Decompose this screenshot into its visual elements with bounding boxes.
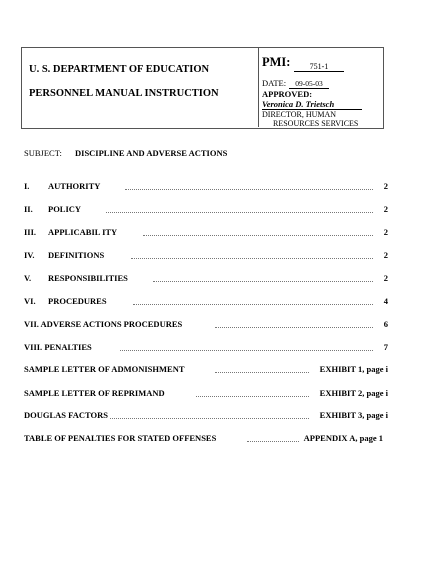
toc-number: II. <box>24 204 33 214</box>
toc-number: VII. <box>24 319 39 329</box>
toc-number: VI. <box>24 296 36 306</box>
date-label: DATE: <box>262 78 287 88</box>
approved-label: APPROVED: <box>262 89 313 99</box>
exhibit-title: DOUGLAS FACTORS <box>24 410 108 420</box>
toc-title: DEFINITIONS <box>48 250 105 260</box>
toc-leader <box>143 235 373 236</box>
exhibit-ref: EXHIBIT 1, page i <box>319 364 388 374</box>
exhibit-entry[interactable] <box>24 388 165 398</box>
toc-leader <box>131 258 373 259</box>
pmi-value: 751-1 <box>294 62 344 72</box>
exhibit-ref: APPENDIX A, page 1 <box>303 433 383 443</box>
exhibit-leader <box>110 418 309 419</box>
toc-page: 4 <box>383 296 388 306</box>
toc-page: 2 <box>383 204 388 214</box>
toc-number: I. <box>24 181 30 191</box>
document-type: PERSONNEL MANUAL INSTRUCTION <box>29 88 219 99</box>
toc-page: 7 <box>383 342 388 352</box>
toc-page: 2 <box>383 227 388 237</box>
exhibit-title: SAMPLE LETTER OF ADMONISHMENT <box>24 364 185 374</box>
exhibit-entry[interactable] <box>24 364 185 374</box>
toc-leader <box>153 281 373 282</box>
toc-title: ADVERSE ACTIONS PROCEDURES <box>40 319 183 329</box>
toc-page: 2 <box>383 273 388 283</box>
toc-entry[interactable] <box>24 319 182 329</box>
exhibit-leader <box>196 396 309 397</box>
toc-title: PENALTIES <box>44 342 92 352</box>
subject-value: DISCIPLINE AND ADVERSE ACTIONS <box>75 148 228 158</box>
organization-title: U. S. DEPARTMENT OF EDUCATION <box>29 64 210 75</box>
exhibit-ref: EXHIBIT 3, page i <box>319 410 388 420</box>
toc-page: 2 <box>383 181 388 191</box>
toc-leader <box>106 212 373 213</box>
exhibit-entry[interactable] <box>24 410 108 420</box>
exhibit-leader <box>215 372 309 373</box>
exhibit-title: SAMPLE LETTER OF REPRIMAND <box>24 388 165 398</box>
subject-label: SUBJECT: <box>24 148 62 158</box>
toc-title: RESPONSIBILITIES <box>48 273 128 283</box>
toc-title: POLICY <box>48 204 82 214</box>
toc-leader <box>125 189 373 190</box>
toc-number: III. <box>24 227 37 237</box>
toc-entry[interactable] <box>24 342 92 352</box>
exhibit-entry[interactable] <box>24 433 216 443</box>
toc-title: AUTHORITY <box>48 181 101 191</box>
toc-page: 2 <box>383 250 388 260</box>
toc-number: V. <box>24 273 32 283</box>
approver-title-line1: DIRECTOR, HUMAN <box>262 110 337 119</box>
exhibit-title: TABLE OF PENALTIES FOR STATED OFFENSES <box>24 433 217 443</box>
date-value: 09-05-03 <box>289 80 329 89</box>
toc-number: IV. <box>24 250 35 260</box>
toc-leader <box>133 304 373 305</box>
toc-page: 6 <box>383 319 388 329</box>
pmi-label: PMI: <box>262 55 291 69</box>
toc-leader <box>120 350 373 351</box>
toc-leader <box>215 327 373 328</box>
toc-title: APPLICABIL ITY <box>48 227 118 237</box>
approver-name: Veronica D. Trietsch <box>262 99 362 110</box>
toc-title: PROCEDURES <box>48 296 107 306</box>
exhibit-ref: EXHIBIT 2, page i <box>319 388 388 398</box>
toc-number: VIII. <box>24 342 43 352</box>
approver-title-line2: RESOURCES SERVICES <box>273 119 359 128</box>
header-divider <box>258 47 259 127</box>
